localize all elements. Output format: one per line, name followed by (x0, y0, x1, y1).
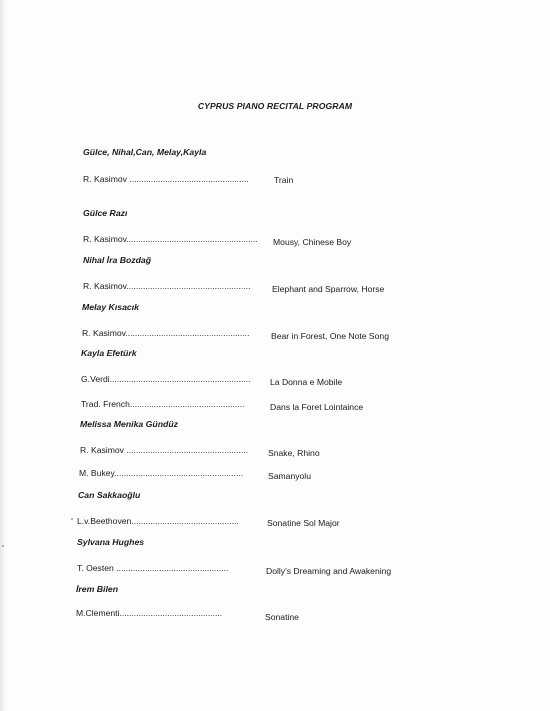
composer-line: R. Kasimov .................................................. (83, 174, 249, 184)
composer-line: M. Bukey...................................................... (79, 468, 244, 478)
piece-title: Dans la Foret Lointaince (270, 402, 364, 412)
composer-line: Trad. French................................................ (81, 399, 245, 409)
piece-title: Samanyolu (268, 471, 311, 481)
piece-title: Dolly's Dreaming and Awakening (266, 566, 392, 576)
performer-name: Nihal İra Bozdağ (83, 255, 152, 265)
piece-title: Mousy, Chinese Boy (273, 237, 352, 247)
piece-title: Train (274, 175, 294, 185)
performer-name: Gülce, Nihal,Can, Melay,Kayla (83, 147, 207, 157)
performer-name: Melay Kısacık (82, 302, 139, 312)
piece-title: Snake, Rhino (268, 448, 320, 458)
piece-title: Sonatine Sol Major (267, 518, 340, 528)
performer-name: Kayla Efetürk (81, 348, 137, 358)
composer-line: R. Kasimov ................................................... (80, 445, 249, 455)
performer-name: Melissa Menika Gündüz (80, 419, 178, 429)
performer-name: Can Sakkaoğlu (78, 490, 141, 500)
program-title: CYPRUS PIANO RECITAL PROGRAM (197, 101, 353, 111)
composer-line: M.Clementi........................................... (76, 608, 223, 618)
composer-line: G.Verdi........................................................... (81, 374, 251, 384)
composer-line: R. Kasimov.................................................... (83, 281, 251, 291)
composer-line: T. Oesten ............................................... (77, 563, 229, 573)
composer-line: L.v.Beethoven............................................. (77, 516, 239, 526)
performer-name: Sylvana Hughes (77, 537, 145, 547)
piece-title: Bear in Forest, One Note Song (271, 331, 389, 341)
performer-name: İrem Bilen (76, 584, 119, 594)
composer-line: R. Kasimov.................................................... (82, 328, 250, 338)
piece-title: Elephant and Sparrow, Horse (272, 284, 385, 294)
scan-speck (71, 518, 73, 520)
piece-title: Sonatine (265, 612, 299, 622)
composer-line: R. Kasimov....................................................... (83, 234, 258, 244)
piece-title: La Donna e Mobile (270, 377, 343, 387)
performer-name: Gülce Razı (83, 208, 128, 218)
scan-speck (2, 545, 4, 547)
